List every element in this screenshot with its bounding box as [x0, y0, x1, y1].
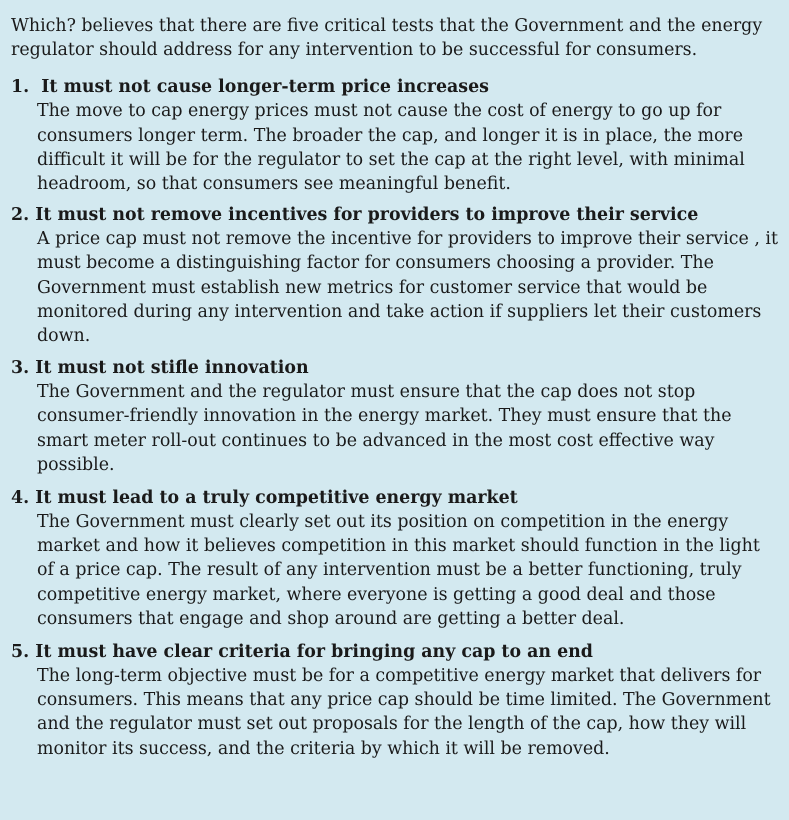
intro-paragraph: Which? believes that there are five critical tests that the Government and the energy regulator should address for any intervention to be successful for consumers.: [11, 16, 763, 61]
test-title: It must not stifle innovation: [35, 358, 309, 379]
test-item-3: [11, 356, 781, 477]
test-body: The Government and the regulator must ensure that the cap does not stop consumer-friendly innovation in the energy market. They must ensure that the smart meter roll-out continues to be advanced in the most cost effective way possible.: [37, 382, 732, 475]
test-number: 3.: [11, 358, 30, 379]
test-heading: [11, 203, 781, 227]
test-heading: [11, 640, 781, 664]
test-body: The move to cap energy prices must not cause the cost of energy to go up for consumers longer term. The broader the cap, and longer it is in place, the more difficult it will be for the regulator to set the cap at the right level, with minimal headroom, so that consumers see meaningful benefit.: [37, 101, 745, 195]
test-number: 1.: [11, 77, 30, 98]
test-heading: [11, 356, 781, 380]
test-heading: [11, 75, 781, 99]
test-item-5: [11, 640, 781, 761]
test-item-2: [11, 203, 781, 348]
test-number: 4.: [11, 488, 30, 509]
test-body: The long-term objective must be for a competitive energy market that delivers for consumers. This means that any price cap should be time limited. The Government and the regulator must set out proposals for the length of the cap, how they will monitor its success, and the criteria by which it will be removed.: [37, 666, 771, 759]
test-title: It must lead to a truly competitive energy market: [35, 488, 518, 509]
critical-tests-list: [11, 75, 781, 760]
test-body: A price cap must not remove the incentive for providers to improve their service , it must become a distinguishing factor for consumers choosing a provider. The Government must establish new metrics for customer service that would be monitored during any intervention and take action if suppliers let their customers down.: [37, 229, 778, 347]
test-title: It must not cause longer-term price increases: [41, 77, 489, 98]
test-item-4: [11, 486, 781, 631]
test-number: 5.: [11, 642, 30, 663]
test-item-1: [11, 75, 781, 196]
test-title: It must not remove incentives for providers to improve their service: [35, 205, 699, 226]
test-number: 2.: [11, 205, 30, 226]
test-title: It must have clear criteria for bringing any cap to an end: [35, 642, 593, 663]
test-heading: [11, 486, 781, 510]
test-body: The Government must clearly set out its position on competition in the energy market and how it believes competition in this market should function in the light of a price cap. The result of any intervention must be a better functioning, truly competitive energy market, where everyone is getting a good deal and those consumers that engage and shop around are getting a better deal.: [37, 512, 760, 629]
